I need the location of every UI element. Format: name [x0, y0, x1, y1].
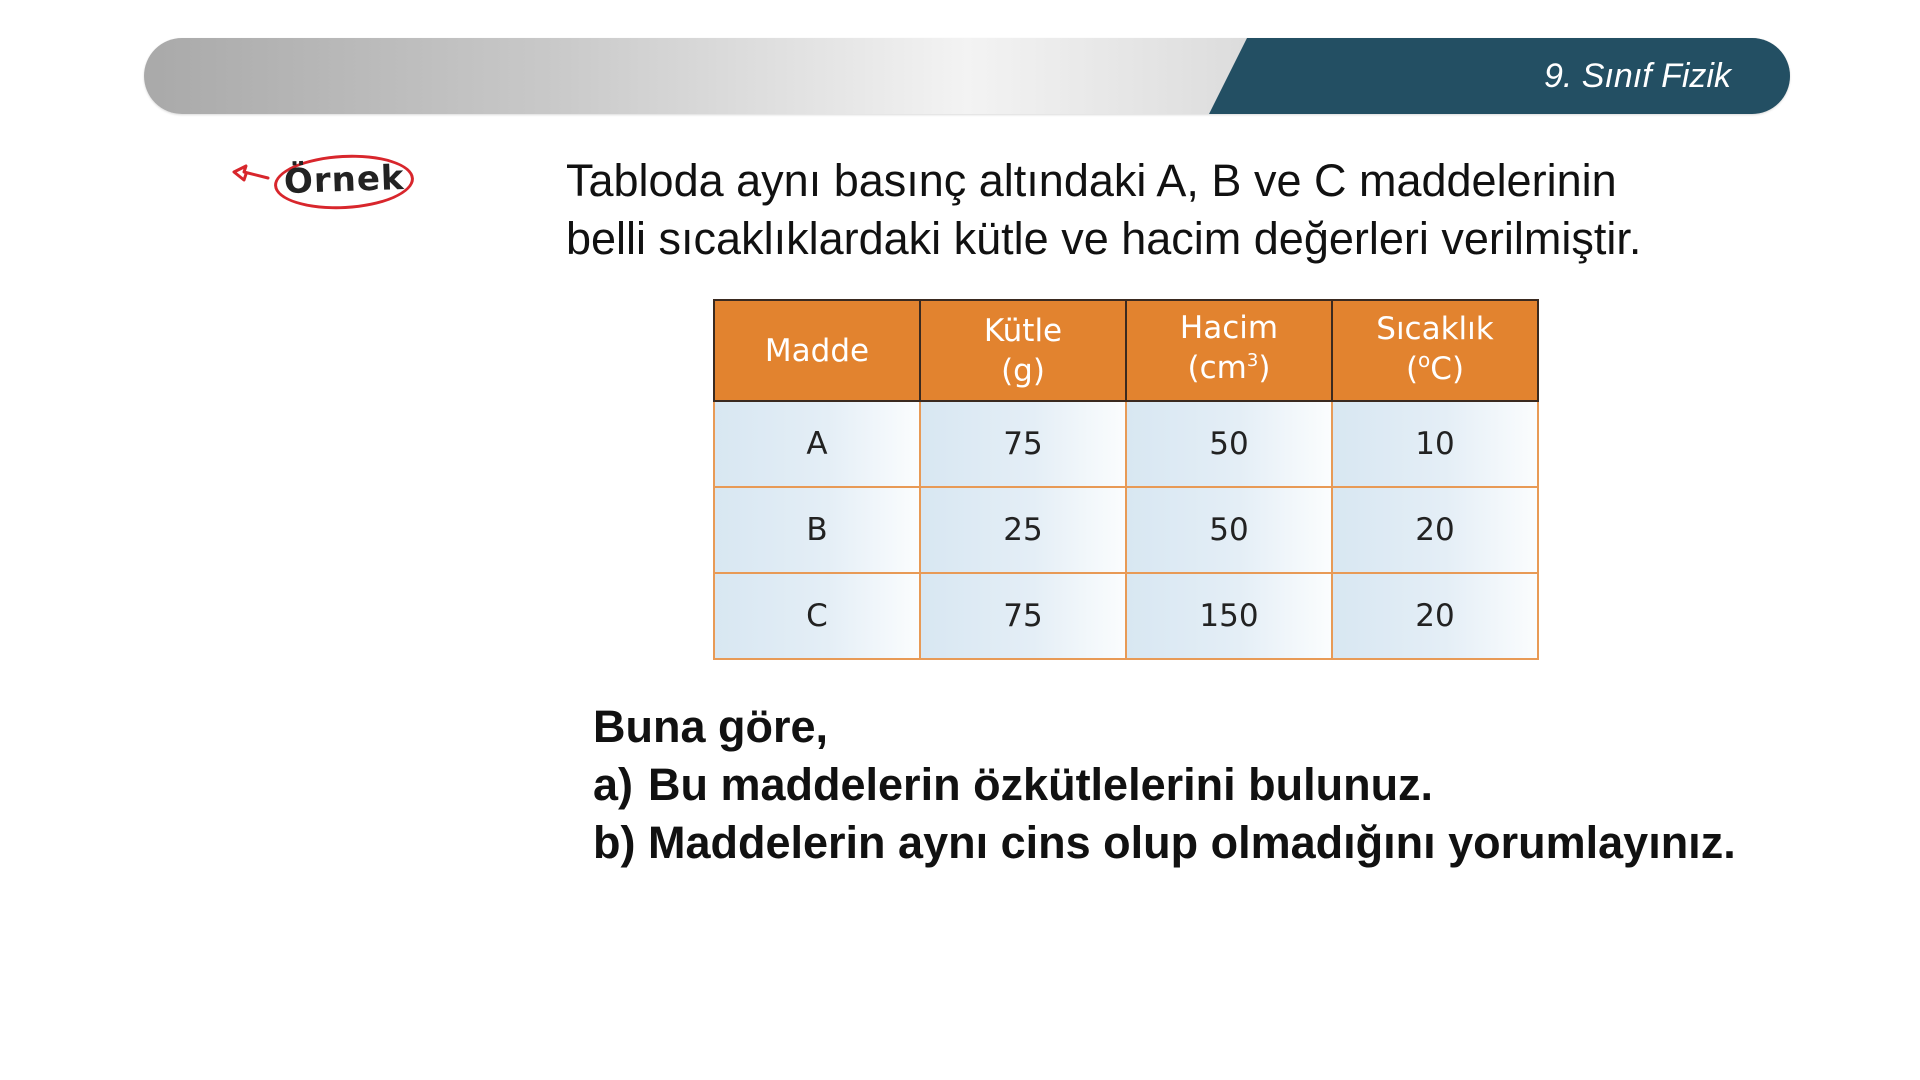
- cell-sicaklik: 20: [1332, 487, 1538, 573]
- cell-kutle: 75: [920, 573, 1126, 659]
- question-b-letter: b): [593, 817, 636, 868]
- col-header-madde: [714, 300, 920, 401]
- cell-madde: B: [714, 487, 920, 573]
- table-header-row: [714, 300, 1538, 401]
- col-header-kutle-label: Kütle: [983, 312, 1063, 349]
- col-header-sicaklik-unit-close: C): [1430, 351, 1465, 387]
- question-b-text: Maddelerin aynı cins olup olmadığını yorumlayınız.: [648, 817, 1736, 868]
- cell-hacim: 50: [1126, 401, 1332, 487]
- intro-line-1: Tabloda aynı basınç altındaki A, B ve C maddelerinin: [566, 155, 1617, 206]
- table-row: [714, 573, 1538, 659]
- cell-kutle: 75: [920, 401, 1126, 487]
- table-row: [714, 487, 1538, 573]
- badge-label: Örnek: [283, 157, 406, 203]
- question-a: [593, 756, 1893, 814]
- col-header-sicaklik-label: Sıcaklık: [1376, 311, 1494, 347]
- col-header-hacim-unit-open: (cm: [1187, 350, 1247, 386]
- intro-line-2: belli sıcaklıklardaki kütle ve hacim değerleri verilmiştir.: [566, 213, 1642, 264]
- col-header-hacim-unit-close: ): [1258, 350, 1271, 386]
- course-title: 9. Sınıf Fizik: [1543, 57, 1731, 95]
- cell-madde: C: [714, 573, 920, 659]
- intro-text: [566, 152, 1816, 268]
- questions-block: [593, 698, 1893, 872]
- cell-sicaklik: 10: [1332, 401, 1538, 487]
- col-header-hacim-unit-sup: 3: [1246, 350, 1259, 371]
- col-header-hacim: [1126, 300, 1332, 401]
- col-header-madde-label: Madde: [764, 332, 870, 369]
- data-table: [713, 299, 1539, 660]
- arrow-icon: [232, 162, 272, 190]
- col-header-sicaklik-unit-sup: o: [1418, 348, 1431, 372]
- col-header-kutle-unit: (g): [1001, 352, 1045, 389]
- table-row: [714, 401, 1538, 487]
- cell-sicaklik: 20: [1332, 573, 1538, 659]
- col-header-sicaklik-unit-open: (: [1405, 351, 1419, 387]
- cell-madde: A: [714, 401, 920, 487]
- col-header-sicaklik: [1332, 300, 1538, 401]
- cell-hacim: 150: [1126, 573, 1332, 659]
- question-a-letter: a): [593, 759, 634, 810]
- cell-hacim: 50: [1126, 487, 1332, 573]
- question-b: [593, 814, 1893, 872]
- header-bar: [144, 38, 1790, 114]
- cell-kutle: 25: [920, 487, 1126, 573]
- example-badge: [232, 150, 422, 212]
- col-header-kutle: [920, 300, 1126, 401]
- col-header-hacim-label: Hacim: [1179, 310, 1279, 346]
- questions-lead: Buna göre,: [593, 701, 829, 752]
- question-a-text: Bu maddelerin özkütlelerini bulunuz.: [648, 759, 1434, 810]
